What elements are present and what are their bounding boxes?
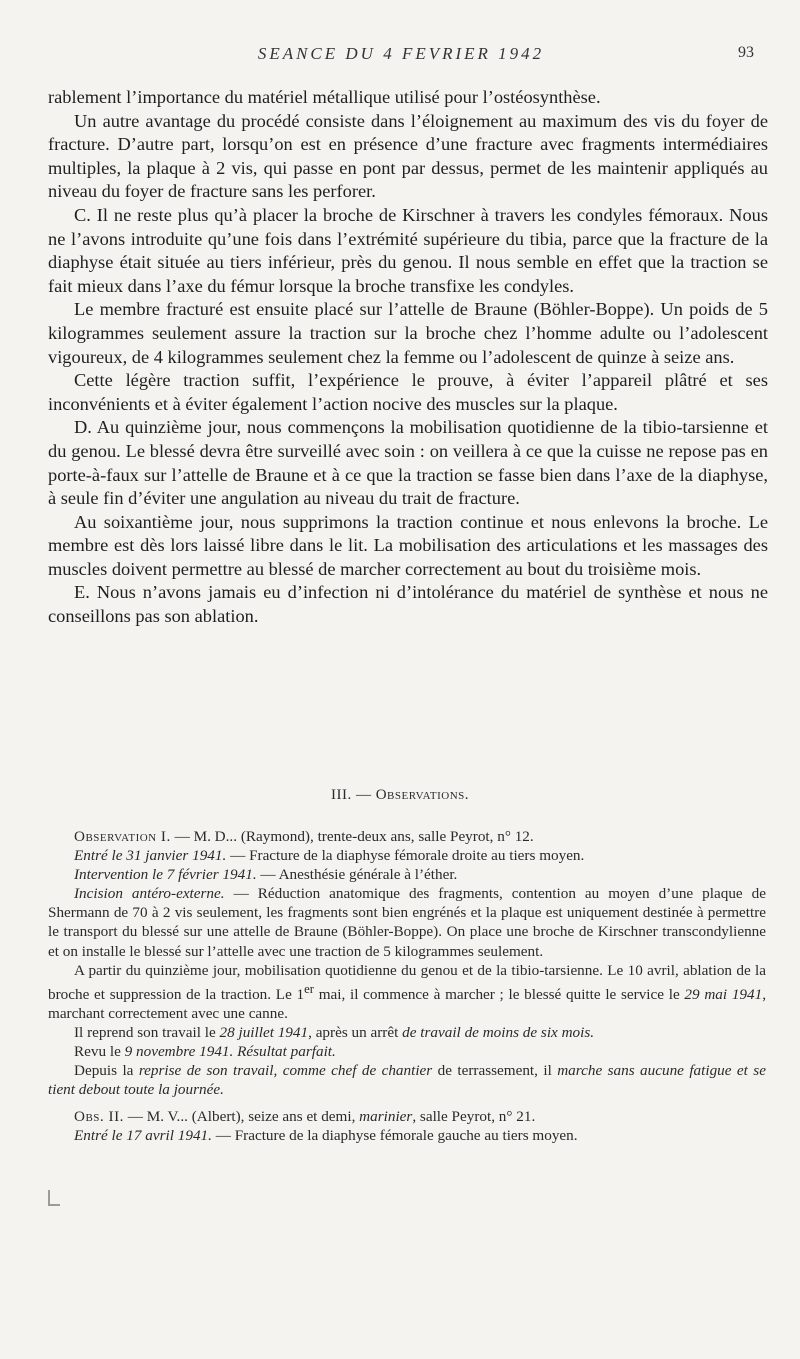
main-text	[48, 86, 768, 629]
observation-2-entry: Entré le 17 avril 1941. — Fracture de la diaphyse fémorale gauche au tiers moyen.	[74, 1127, 578, 1145]
observation-1-heading: Observation I. — M. D... (Raymond), trente-deux ans, salle Peyrot, n° 12.	[74, 828, 534, 845]
page-header	[48, 44, 754, 68]
observation-1-since: Depuis la reprise de son travail, comme chef de chantier de terrassement, il marche sans aucune fatigue et se tient debout toute la journée.	[48, 1062, 766, 1099]
observations	[48, 827, 766, 1146]
paragraph: rablement l’importance du matériel métallique utilisé pour l’ostéosynthèse.	[48, 87, 601, 107]
paragraph: E. Nous n’avons jamais eu d’infection ni d’intolérance du matériel de synthèse et nous ne conseillons pas son ablation.	[48, 582, 768, 627]
observation-1-intervention: Intervention le 7 février 1941. — Anesthésie générale à l’éther.	[74, 866, 458, 884]
paragraph: Le membre fracturé est ensuite placé sur l’attelle de Braune (Böhler-Boppe). Un poids de 5 kilogrammes seulement assure la traction sur la broche chez l’homme adulte ou l’adolescent vigoureux, de 4 kilogrammes seulement chez la femme ou l’adolescent de quinze à seize ans.	[48, 299, 768, 367]
observation-label: Observation I.	[74, 828, 171, 845]
paragraph: Un autre avantage du procédé consiste dans l’éloignement au maximum des vis du foyer de fracture. D’autre part, lorsqu’on est en présence d’une fracture avec fragments intermédiaires multiples, la plaque à 2 vis, qui passe en pont par dessus, permet de les maintenir appliqués au niveau du foyer de fracture sans les perforer.	[48, 110, 768, 202]
paragraph: Cette légère traction suffit, l’expérience le prouve, à éviter l’appareil plâtré et ses inconvénients et à éviter également l’action nocive des muscles sur la plaque.	[48, 370, 768, 414]
observation-2-heading: Obs. II. — M. V... (Albert), seize ans et demi, marinier, salle Peyrot, n° 21.	[74, 1108, 536, 1126]
observation-1-followup: A partir du quinzième jour, mobilisation quotidienne du genou et de la tibio-tarsienne. Le 10 avril, ablation de la broche et suppression de la traction. Le 1er mai, il commence à marcher ; le blessé quitte le service le 29 mai 1941, marchant correctement avec une canne.	[48, 961, 766, 1022]
page-number: 93	[738, 44, 754, 61]
running-title: SEANCE DU 4 FEVRIER 1942	[257, 44, 545, 63]
observation-1-entry: Entré le 31 janvier 1941. — Fracture de la diaphyse fémorale droite au tiers moyen.	[74, 847, 585, 865]
margin-mark	[48, 1190, 60, 1206]
paragraph: C. Il ne reste plus qu’à placer la broche de Kirschner à travers les condyles fémoraux. Nous ne l’avons introduite qu’une fois dans l’extrémité supérieure du tibia, parce que la fracture de la diaphyse était située au tiers inférieur, près du genou. Il nous semble en effet que la traction se fait mieux dans l’axe du fémur lorsque la broche transfixe les condyles.	[48, 204, 768, 296]
section-title: III. — Observations.	[330, 787, 470, 803]
observation-1-incision: Incision antéro-externe. — Réduction anatomique des fragments, contention au moyen d’une plaque de Shermann de 70 à 2 vis seulement, les fragments sont bien engrénés et la plaque est uniquement destinée à permettre le transport du blessé sur une attelle de Braune (Böhler-Boppe). On place une broche de Kirschner transcondylienne et on installe le blessé sur l’attelle avec une traction de 5 kilogrammes seulement.	[48, 885, 766, 960]
observation-1-work: Il reprend son travail le 28 juillet 1941, après un arrêt de travail de moins de six mois.	[74, 1024, 595, 1041]
observation-label: Obs. II.	[74, 1108, 124, 1126]
paragraph: Au soixantième jour, nous supprimons la traction continue et nous enlevons la broche. Le membre est dès lors laissé libre dans le lit. La mobilisation des articulations et les massages des muscles doivent permettre au blessé de marcher correctement au bout du troisième mois.	[48, 511, 768, 579]
paragraph: D. Au quinzième jour, nous commençons la mobilisation quotidienne de la tibio-tarsienne et du genou. Le blessé devra être surveillé avec soin : on veillera à ce que la cuisse ne repose pas en porte-à-faux sur l’attelle de Braune et à ce que la traction se fasse bien dans l’axe de la diaphyse, à seule fin d’éviter une angulation au niveau du trait de fracture.	[48, 417, 768, 509]
observation-1-seen: Revu le 9 novembre 1941. Résultat parfait.	[74, 1043, 336, 1061]
